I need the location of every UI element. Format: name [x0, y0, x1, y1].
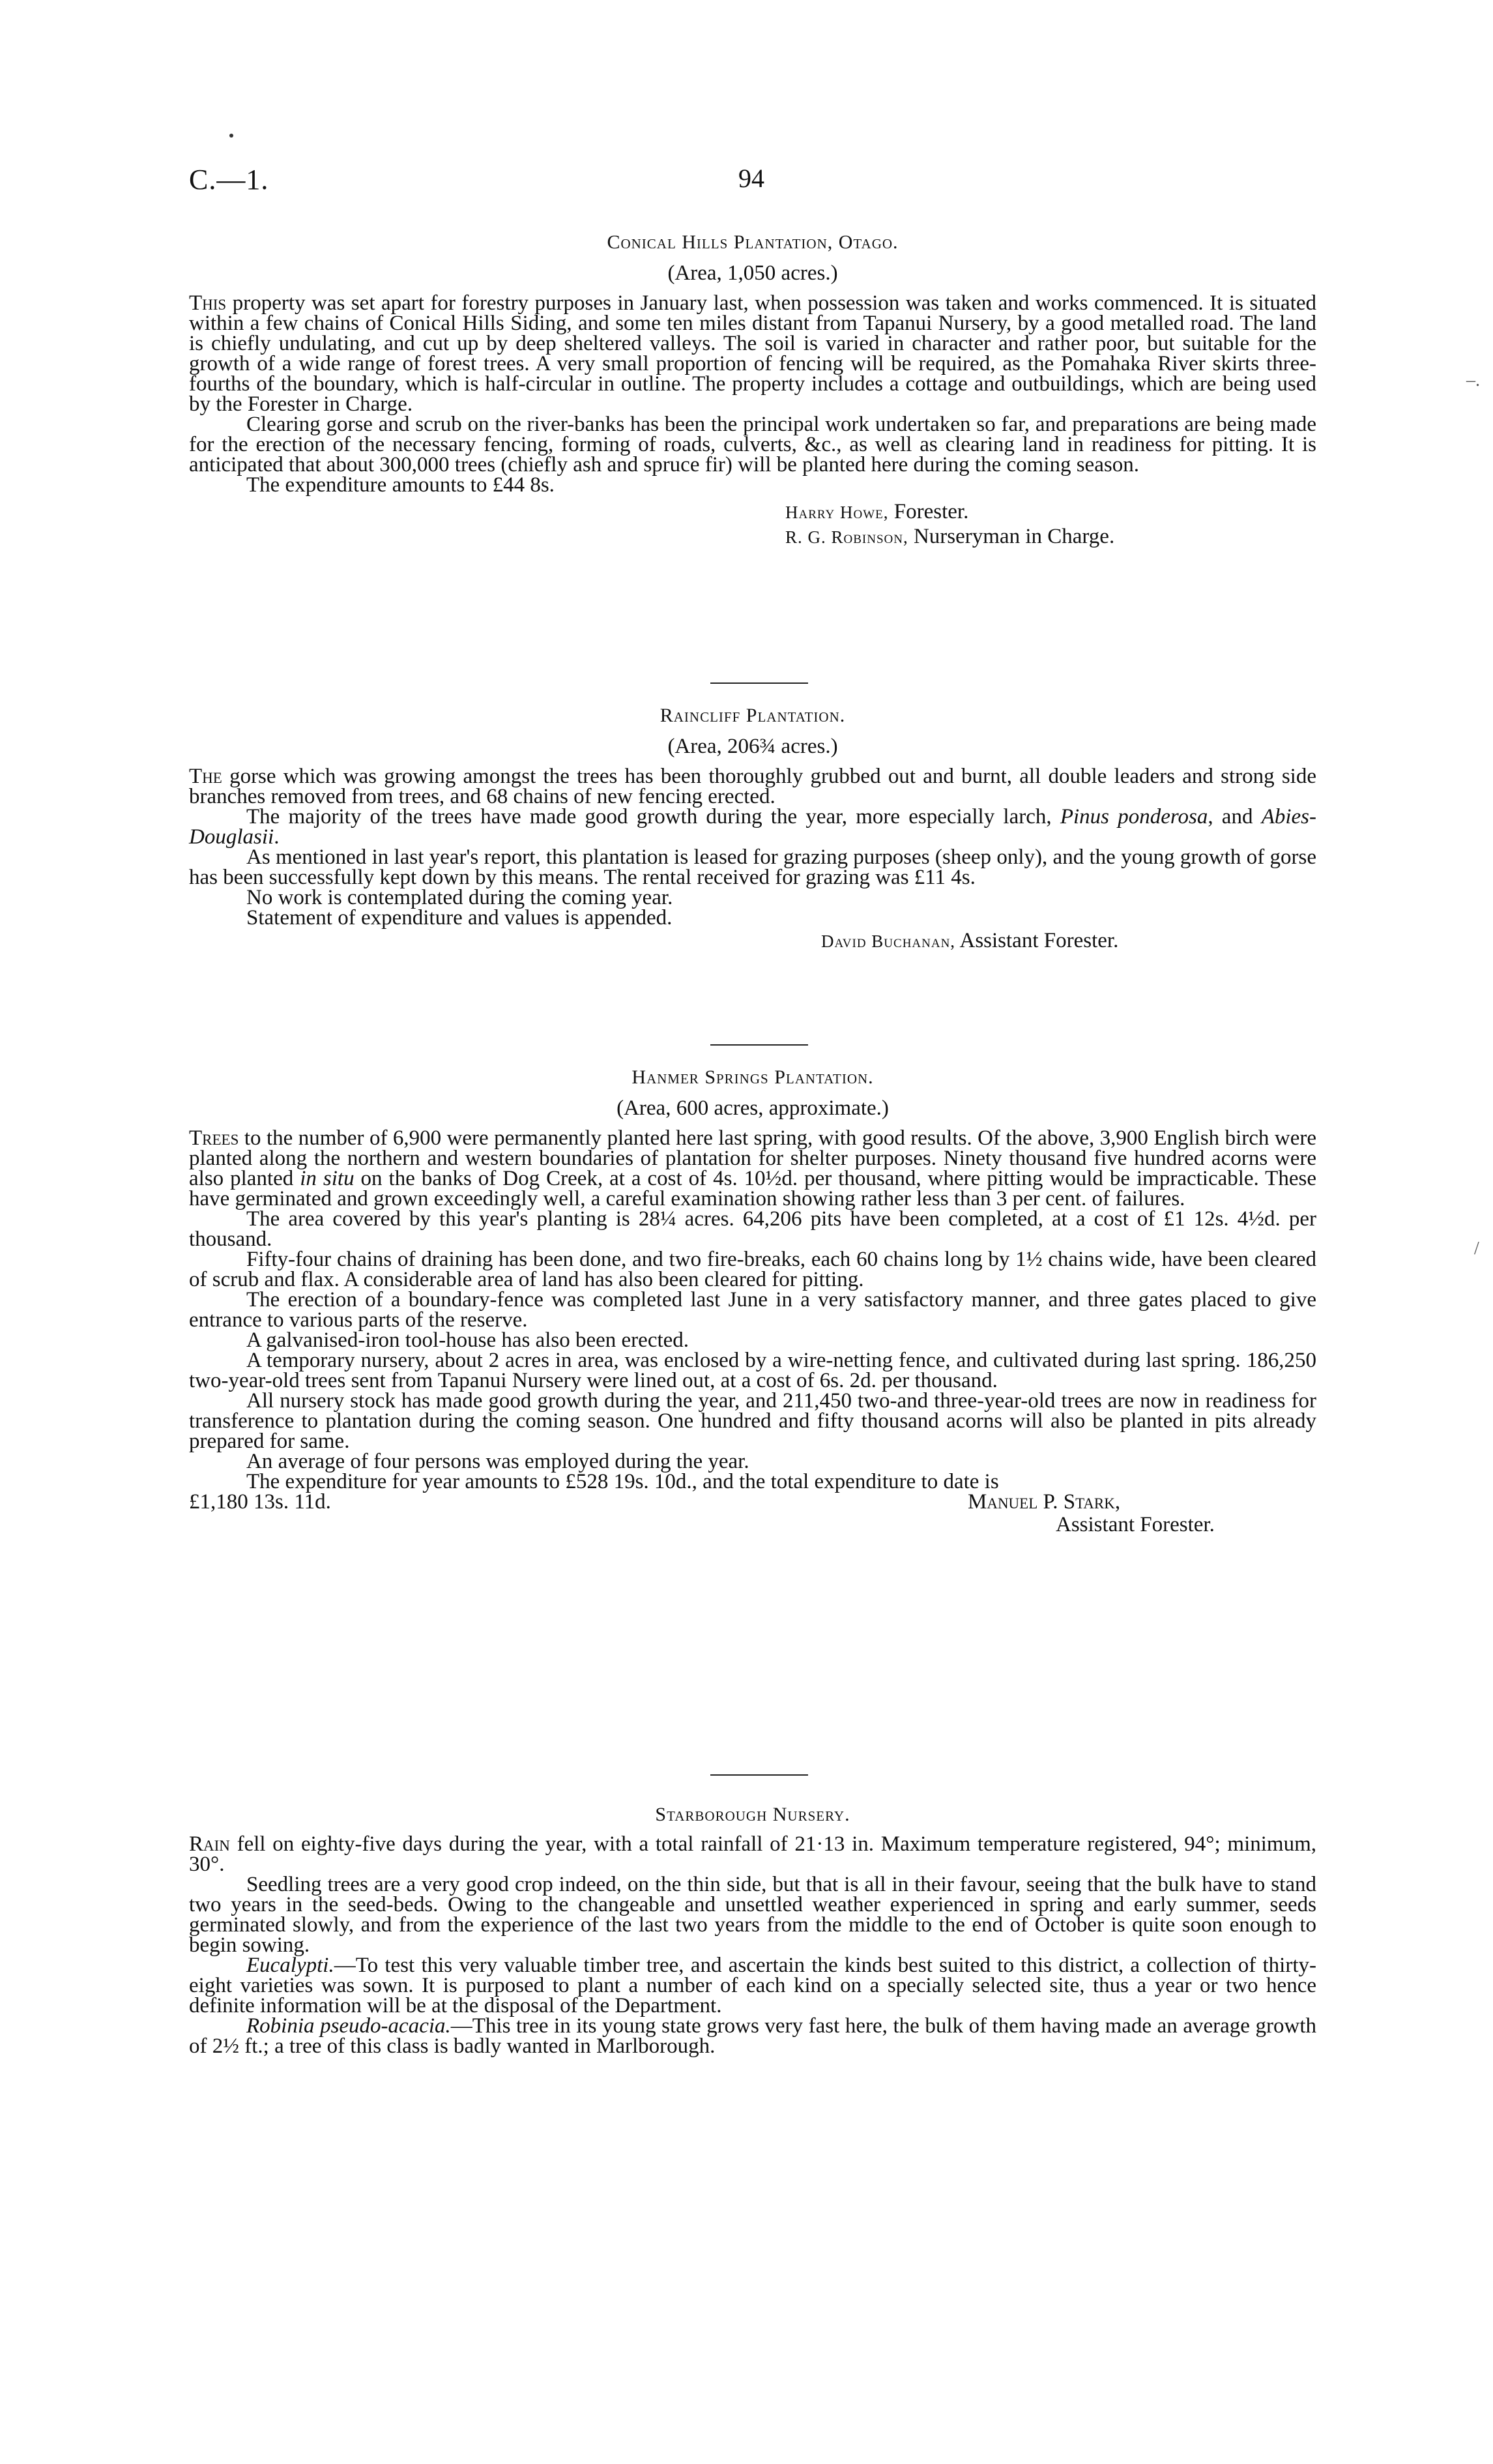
page-code: C.—1.	[189, 164, 269, 196]
section-title: Conical Hills Plantation, Otago.	[607, 231, 899, 253]
signatory-name: Manuel P. Stark,	[968, 1490, 1121, 1514]
section-title: Raincliff Plantation.	[660, 705, 846, 726]
paragraph: The erection of a boundary-fence was completed last June in a very satisfactory manner, and three gates placed to give entrance to various parts of the reserve.	[189, 1288, 1316, 1332]
paragraph: Seedling trees are a very good crop indeed, on the thin side, but that is all in their favour, seeing that the bulk have to stand two years in the seed-beds. Owing to the changeable and unsettled weather experienced in spring and early summer, seeds germinated slowly, and from the experience of the last two years from the middle to the end of October is quite soon enough to begin sowing.	[189, 1873, 1316, 1957]
paragraph: All nursery stock has made good growth during the year, and 211,450 two-and three-year-old trees are now in readiness for transference to plantation during the coming season. One hundred and fifty thousand acorns will also be planted in pits already prepared for same.	[189, 1389, 1316, 1453]
signature	[785, 502, 1316, 523]
paragraph: The area covered by this year's planting is 28¼ acres. 64,206 pits have been completed, at a cost of £1 12s. 4½d. per thousand.	[189, 1207, 1316, 1251]
paragraph: An average of four persons was employed during the year.	[246, 1450, 749, 1473]
signatory-name: R. G. Robinson,	[785, 527, 908, 547]
section-hanmer-springs	[189, 1064, 1316, 1535]
section-divider	[710, 682, 808, 684]
total-expenditure: £1,180 13s. 11d.	[189, 1490, 331, 1514]
paragraph: No work is contemplated during the coming year.	[246, 886, 673, 909]
paragraph: Eucalypti.—To test this very valuable timber tree, and ascertain the kinds best suited to this district, a collection of thirty-eight varieties was sown. It is purposed to plant a number of each kind on a specially selected site, thus a year or two hence definite information will be at the disposal of the Department.	[189, 1954, 1316, 2017]
lead-word: The	[189, 765, 222, 788]
section-title: Starborough Nursery.	[655, 1804, 850, 1825]
section-title: Hanmer Springs Plantation.	[631, 1066, 874, 1088]
lead-word: Trees	[189, 1126, 239, 1150]
paragraph: A temporary nursery, about 2 acres in area, was enclosed by a wire-netting fence, and cultivated during last spring. 186,250 two-year-old trees sent from Tapanui Nursery were lined out, at a cost of 6s. 2d. per thousand.	[189, 1349, 1316, 1392]
paragraph: The gorse which was growing amongst the trees has been thoroughly grubbed out and burnt, all double leaders and strong side branches removed from trees, and 68 chains of new fencing erected.	[189, 765, 1316, 808]
signature	[821, 931, 1316, 952]
section-area: (Area, 1,050 acres.)	[667, 261, 838, 285]
section-starborough-nursery	[189, 1802, 1316, 2057]
signature	[785, 527, 1316, 548]
signatory-name: David Buchanan,	[821, 931, 956, 951]
margin-mark: –.	[1466, 370, 1480, 390]
paragraph: Robinia pseudo-acacia.—This tree in its young state grows very fast here, the bulk of them having made an average growth of 2½ ft.; a tree of this class is badly wanted in Marlborough.	[189, 2014, 1316, 2058]
paragraph: As mentioned in last year's report, this plantation is leased for grazing purposes (sheep only), and the young growth of gorse has been successfully kept down by this means. The rental received for grazing was £11 4s.	[189, 845, 1316, 889]
section-area: (Area, 206¾ acres.)	[667, 735, 838, 758]
paragraph: The expenditure amounts to £44 8s.	[246, 473, 555, 497]
paragraph: This property was set apart for forestry purposes in January last, when possession was taken and works commenced. It is situated within a few chains of Conical Hills Siding, and some ten miles distant from Tapanui Nursery, by a good metalled road. The land is chiefly undulating, and cut up by deep sheltered valleys. The soil is varied in character and rather poor, but suitable for the growth of a wide range of forest trees. A very small proportion of fencing will be required, as the Pomahaka River skirts three-fourths of the boundary, which is half-circular in outline. The property includes a cottage and outbuildings, which are being used by the Forester in Charge.	[189, 291, 1316, 416]
page-number: 94	[738, 164, 764, 193]
lead-word: Rain	[189, 1832, 230, 1856]
paragraph: Fifty-four chains of draining has been done, and two fire-breaks, each 60 chains long by 1½ chains wide, have been cleared of scrub and flax. A considerable area of land has also been cleared for pitting.	[189, 1248, 1316, 1291]
paragraph: A galvanised-iron tool-house has also been erected.	[246, 1328, 689, 1352]
signatory-title: Assistant Forester.	[1056, 1513, 1215, 1536]
section-raincliff	[189, 703, 1316, 952]
signatory-name: Harry Howe,	[785, 503, 889, 522]
closing-line	[189, 1492, 1316, 1512]
signatory-title: Assistant Forester.	[955, 929, 1119, 952]
stray-dot	[229, 134, 233, 138]
paragraph: Rain fell on eighty-five days during the year, with a total rainfall of 21·13 in. Maximum temperature registered, 94°; minimum, 30°.	[189, 1832, 1316, 1876]
section-divider	[710, 1044, 808, 1046]
section-area: (Area, 600 acres, approximate.)	[616, 1096, 889, 1120]
signatory-title: Nurseryman in Charge.	[908, 525, 1115, 548]
section-divider	[710, 1774, 808, 1776]
section-conical-hills	[189, 229, 1316, 548]
paragraph: Statement of expenditure and values is appended.	[246, 906, 673, 930]
signatory-title: Forester.	[888, 500, 969, 523]
paragraph: Trees to the number of 6,900 were permanently planted here last spring, with good results. Of the above, 3,900 English birch were planted along the northern and western boundaries of plantation for shelter purposes. Ninety thousand five hundred acorns were also planted in situ on the banks of Dog Creek, at a cost of 4s. 10½d. per thousand, where pitting would be impracticable. These have germinated and grown exceedingly well, a careful examination showing rather less than 3 per cent. of failures.	[189, 1126, 1316, 1210]
paragraph: Clearing gorse and scrub on the river-banks has been the principal work undertaken so far, and preparations are being made for the erection of the necessary fencing, forming of roads, culverts, &c., as well as clearing land in readiness for pitting. It is anticipated that about 300,000 trees (chiefly ash and spruce fir) will be planted here during the coming season.	[189, 413, 1316, 477]
paragraph: The majority of the trees have made good growth during the year, more especially larch, Pinus ponderosa, and Abies-Douglasii.	[189, 805, 1316, 849]
margin-mark: /	[1474, 1239, 1479, 1259]
paragraph: The expenditure for year amounts to £528 19s. 10d., and the total expenditure to date is	[246, 1470, 999, 1493]
lead-word: This	[189, 291, 227, 315]
